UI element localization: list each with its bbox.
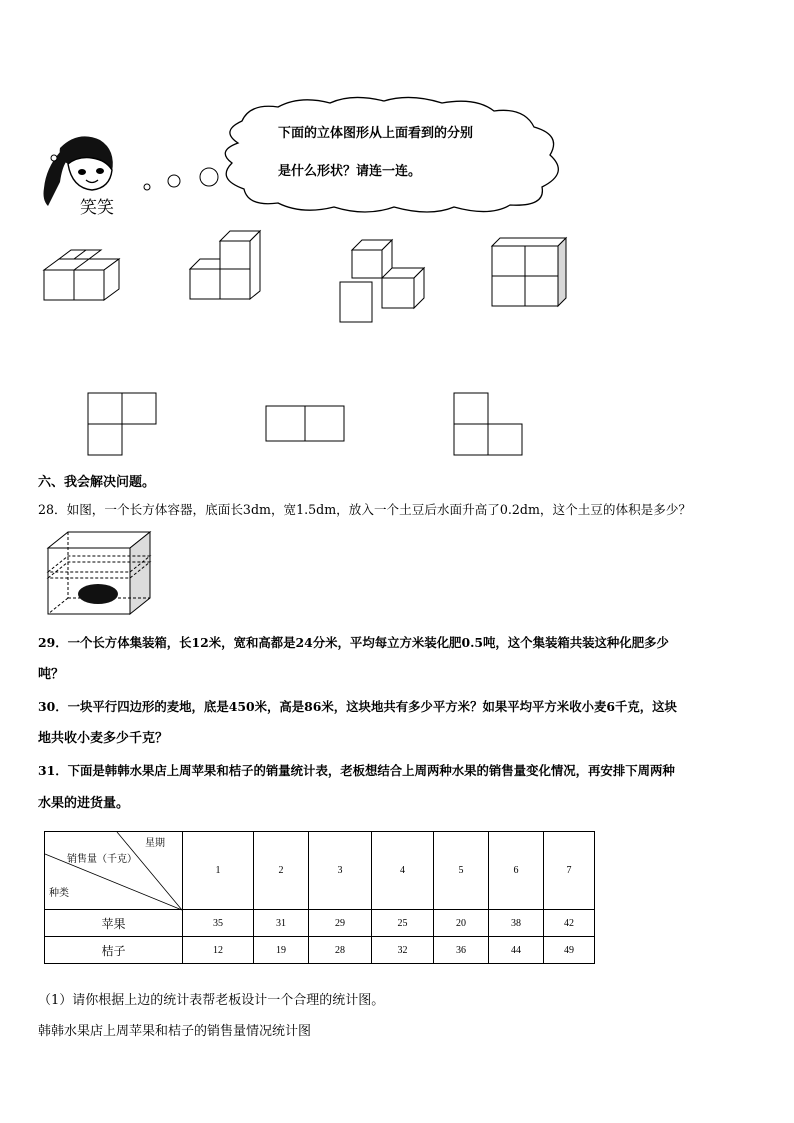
sales-statistics-table <box>44 831 595 964</box>
question-29-line-2: 吨？ <box>38 667 65 682</box>
solid-figure-2 <box>188 227 268 303</box>
day-header-cell: 7 <box>544 832 595 910</box>
value-cell: 35 <box>183 910 254 937</box>
value-cell: 36 <box>434 937 489 964</box>
sub-question-1: （1）请你根据上边的统计表帮老板设计一个合理的统计图。 <box>38 993 385 1008</box>
question-30-line-1: 30．一块平行四边形的麦地，底是450米，高是86米，这块地共有多少平方米？如果平均平方米收小麦6千克，这块 <box>38 699 677 714</box>
table-row <box>45 937 595 964</box>
table-row <box>45 910 595 937</box>
value-cell: 42 <box>544 910 595 937</box>
day-header-cell: 3 <box>309 832 372 910</box>
top-view-shape-3 <box>454 393 526 457</box>
header-star-label: 星期 <box>145 838 165 849</box>
day-header-cell: 1 <box>183 832 254 910</box>
value-cell: 29 <box>309 910 372 937</box>
solid-figure-3 <box>338 236 433 328</box>
value-cell: 44 <box>489 937 544 964</box>
header-sales-label: 销售量（千克） <box>67 854 137 865</box>
question-30-line-2: 地共收小麦多少千克？ <box>38 731 169 746</box>
value-cell: 49 <box>544 937 595 964</box>
table-header-row <box>45 832 595 910</box>
character-name-label: 笑笑 <box>80 198 114 218</box>
value-cell: 25 <box>372 910 434 937</box>
value-cell: 32 <box>372 937 434 964</box>
value-cell: 38 <box>489 910 544 937</box>
speech-line-2: 是什么形状？请连一连。 <box>278 164 422 179</box>
question-29-line-1: 29．一个长方体集装箱，长12米，宽和高都是24分米，平均每立方米装化肥0.5吨，这个集装箱共装这种化肥多少 <box>38 635 669 650</box>
day-header-cell: 5 <box>434 832 489 910</box>
day-header-cell: 4 <box>372 832 434 910</box>
section-title: 六、我会解决问题。 <box>38 475 156 490</box>
day-header-cell: 2 <box>254 832 309 910</box>
chart-caption: 韩韩水果店上周苹果和桔子的销售量情况统计图 <box>38 1024 312 1039</box>
container-with-potato-illustration <box>46 528 156 618</box>
diagonal-header-cell <box>45 832 183 910</box>
thought-bubble <box>138 95 588 215</box>
header-kind-label: 种类 <box>49 888 69 899</box>
value-cell: 31 <box>254 910 309 937</box>
value-cell: 28 <box>309 937 372 964</box>
row-name-cell: 桔子 <box>45 937 183 964</box>
question-31-line-2: 水果的进货量。 <box>38 796 130 811</box>
top-view-shape-1 <box>88 393 158 457</box>
question-28: 28．如图，一个长方体容器，底面长3dm，宽1.5dm，放入一个土豆后水面升高了0.2dm，这个土豆的体积是多少？ <box>38 502 692 517</box>
row-name-cell: 苹果 <box>45 910 183 937</box>
value-cell: 19 <box>254 937 309 964</box>
top-view-shape-2 <box>266 406 346 444</box>
solid-figure-4 <box>492 236 572 308</box>
value-cell: 20 <box>434 910 489 937</box>
speech-line-1: 下面的立体图形从上面看到的分别 <box>278 126 474 141</box>
question-31-line-1: 31．下面是韩韩水果店上周苹果和桔子的销量统计表，老板想结合上周两种水果的销售量变化情况，再安排下周两种 <box>38 763 675 778</box>
value-cell: 12 <box>183 937 254 964</box>
day-header-cell: 6 <box>489 832 544 910</box>
solid-figure-1 <box>44 246 124 302</box>
